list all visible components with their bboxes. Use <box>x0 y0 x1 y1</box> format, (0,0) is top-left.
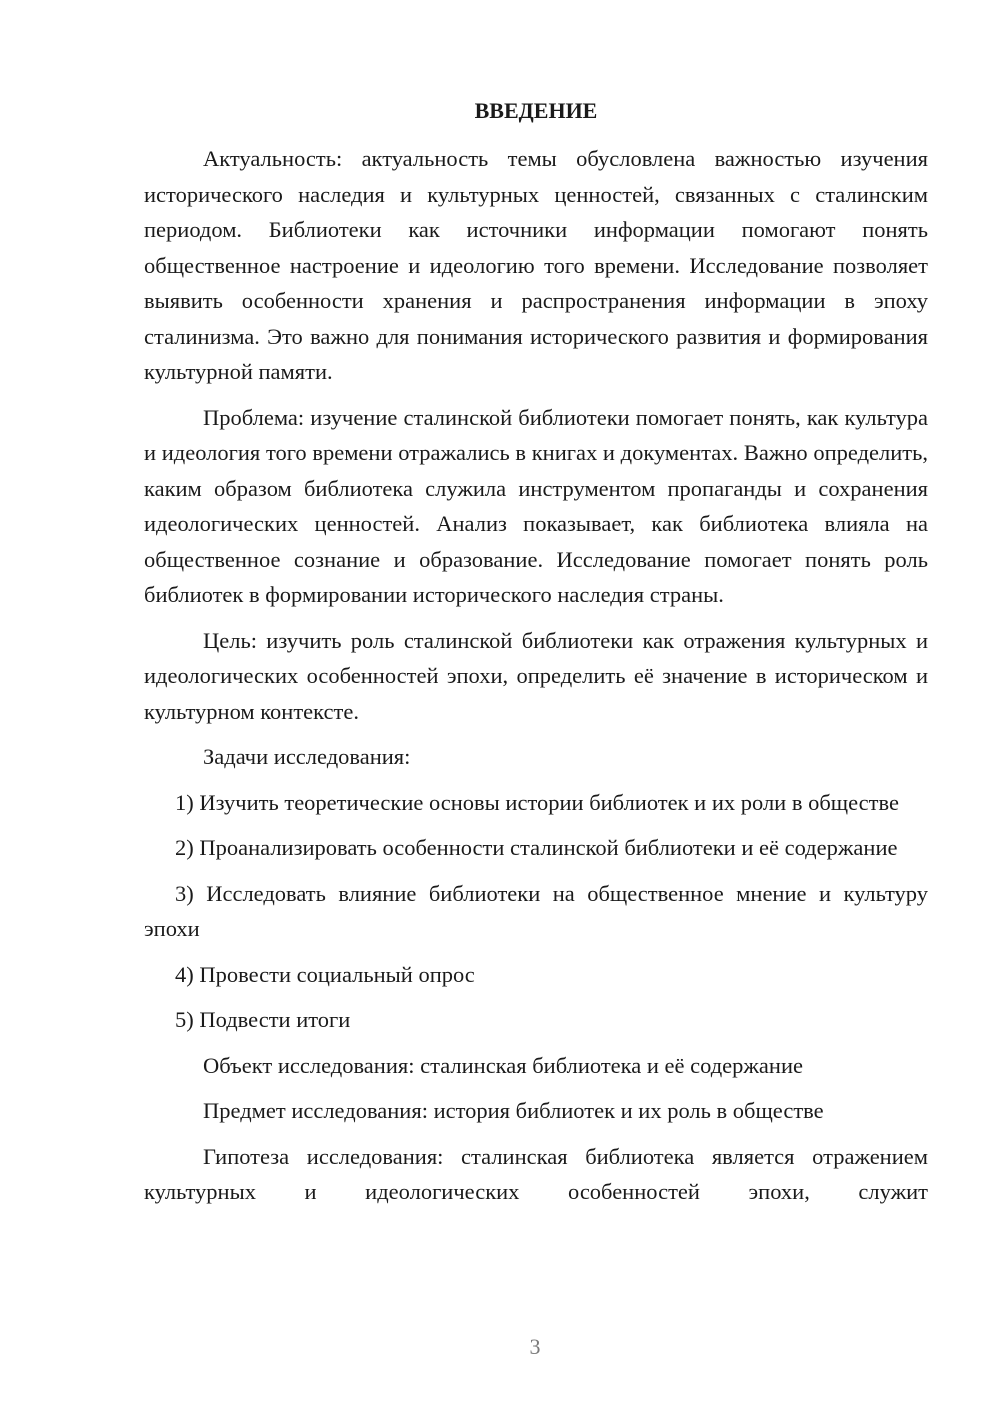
page-number: 3 <box>529 1334 541 1359</box>
research-subject: Предмет исследования: история библиотек и их роль в обществе <box>203 1098 824 1123</box>
goal-paragraph: Цель: изучить роль сталинской библиотеки как отражения культурных и идеологических особенностей эпохи, определить её значение в историческом и культурном контексте. <box>144 627 928 724</box>
research-hypothesis: Гипотеза исследования: сталинская библиотека является отражением культурных и идеологических особенностей эпохи, служит <box>144 1143 928 1204</box>
relevance-paragraph: Актуальность: актуальность темы обусловлена важностью изучения исторического наследия и культурных ценностей, связанных с сталинским периодом. Библиотеки как источники информации помогают понять общественное настроение и идеологию того времени. Исследование позволяет выявить особенности хранения и распространения информации в эпоху сталинизма. Это важно для понимания исторического развития и формирования культурной памяти. <box>144 146 928 384</box>
tasks-heading: Задачи исследования: <box>203 744 411 769</box>
section-heading: ВВЕДЕНИЕ <box>474 98 598 123</box>
task-item-1: 1) Изучить теоретические основы истории библиотек и их роли в обществе <box>175 789 899 815</box>
task-item-3: 3) Исследовать влияние библиотеки на общественное мнение и культуру эпохи <box>144 880 928 941</box>
problem-paragraph: Проблема: изучение сталинской библиотеки помогает понять, как культура и идеология того времени отражались в книгах и документах. Важно определить, каким образом библиотека служила инструментом пропаганды и сохранения идеологических ценностей. Анализ показывает, как библиотека влияла на общественное сознание и образование. Исследование помогает понять роль библиотек в формировании исторического наследия страны. <box>144 404 928 607</box>
task-item-5: 5) Подвести итоги <box>175 1007 351 1032</box>
task-item-4: 4) Провести социальный опрос <box>175 961 475 987</box>
page-content <box>144 93 928 1220</box>
research-object: Объект исследования: сталинская библиотека и её содержание <box>203 1052 803 1078</box>
task-item-2: 2) Проанализировать особенности сталинской библиотеки и её содержание <box>175 835 898 860</box>
